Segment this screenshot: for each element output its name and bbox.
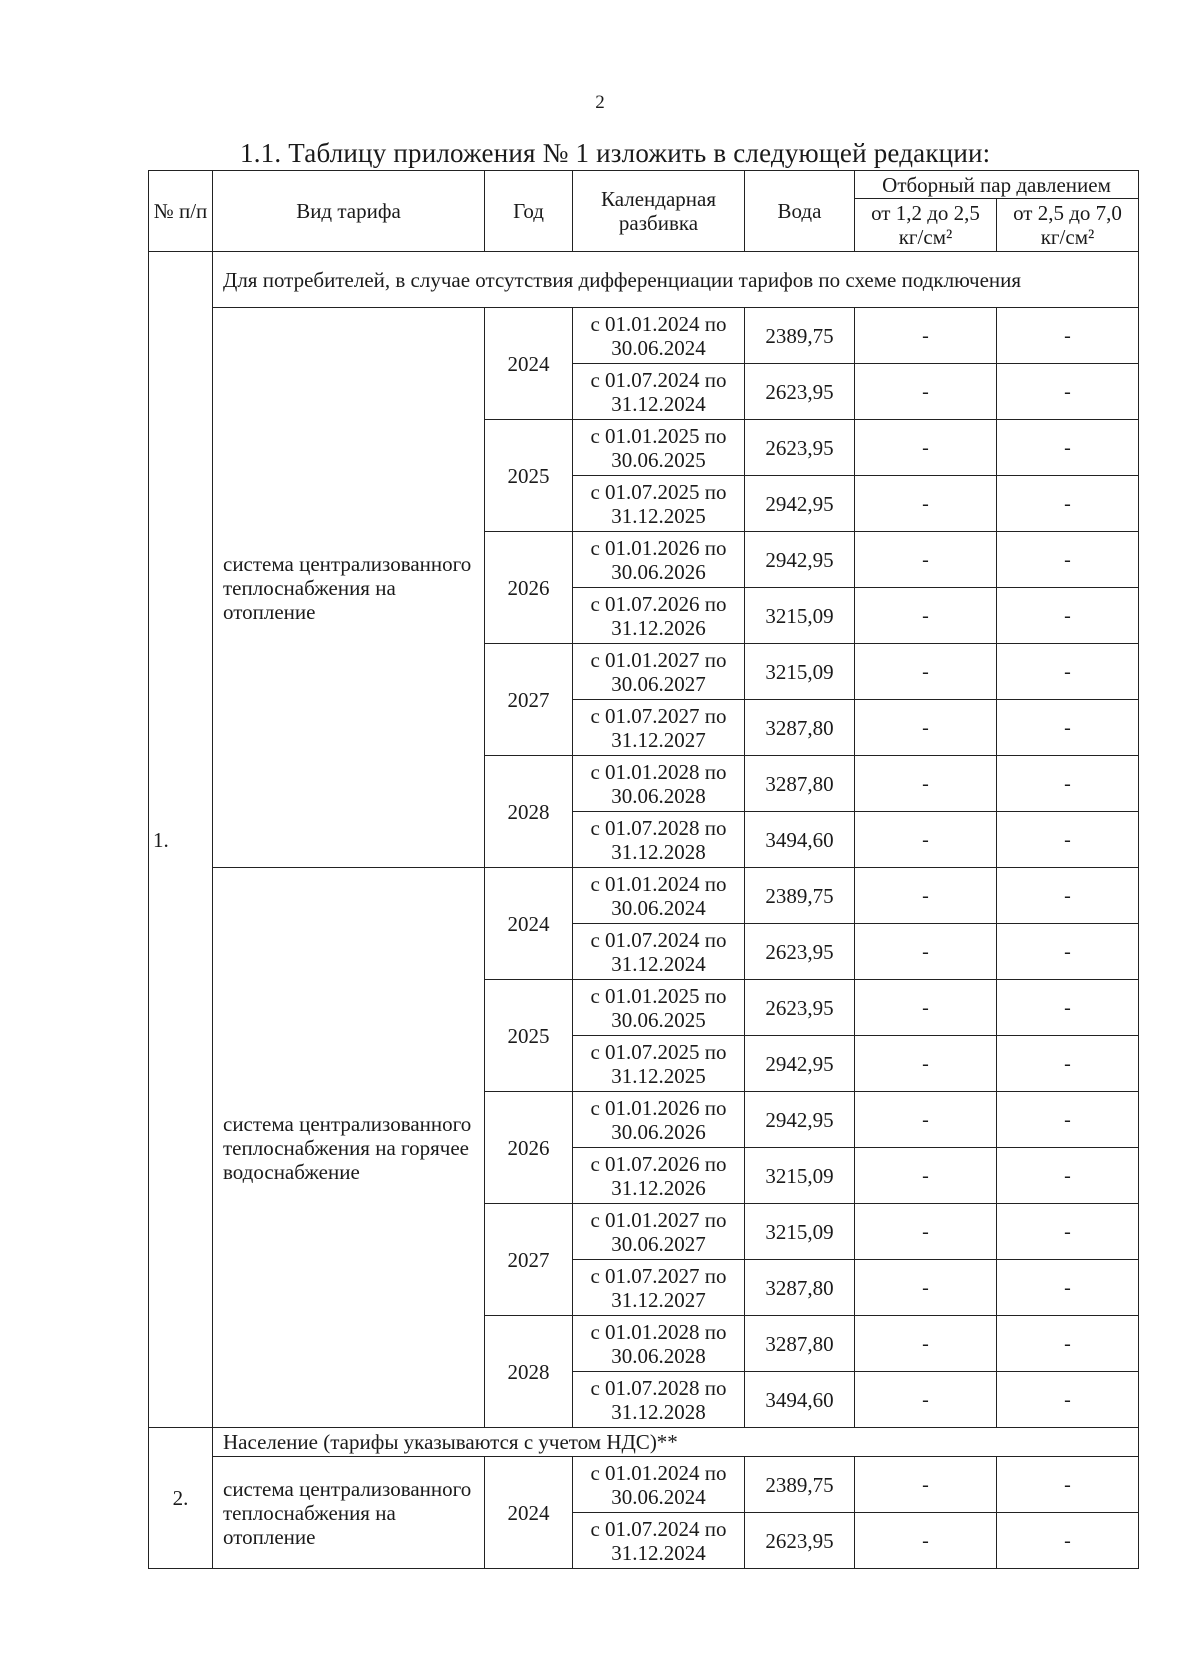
- water-tariff-cell: 2389,75: [745, 868, 855, 924]
- period-cell: с 01.01.2024 по 30.06.2024: [573, 1457, 745, 1513]
- steam-low-cell: -: [855, 532, 997, 588]
- period-cell: с 01.07.2024 по 31.12.2024: [573, 924, 745, 980]
- period-cell: с 01.07.2027 по 31.12.2027: [573, 700, 745, 756]
- tariff-table: [148, 170, 1139, 1569]
- steam-high-cell: -: [997, 1036, 1139, 1092]
- steam-low-cell: -: [855, 588, 997, 644]
- water-tariff-cell: 3215,09: [745, 644, 855, 700]
- steam-high-cell: -: [997, 980, 1139, 1036]
- steam-low-cell: -: [855, 1092, 997, 1148]
- steam-high-cell: -: [997, 1260, 1139, 1316]
- steam-low-cell: -: [855, 756, 997, 812]
- steam-high-cell: -: [997, 1148, 1139, 1204]
- year-cell: 2028: [485, 756, 573, 868]
- steam-high-cell: -: [997, 756, 1139, 812]
- period-cell: с 01.01.2028 по 30.06.2028: [573, 1316, 745, 1372]
- header-steam: Отборный пар давлением: [855, 171, 1139, 199]
- steam-low-cell: -: [855, 476, 997, 532]
- period-cell: с 01.01.2025 по 30.06.2025: [573, 420, 745, 476]
- water-tariff-cell: 2389,75: [745, 308, 855, 364]
- tariff-type-label: система централизованного теплоснабжения на отопление: [213, 308, 485, 868]
- page-number: 2: [595, 92, 605, 113]
- year-cell: 2024: [485, 868, 573, 980]
- period-cell: с 01.01.2026 по 30.06.2026: [573, 532, 745, 588]
- year-cell: 2024: [485, 308, 573, 420]
- document-heading: 1.1. Таблицу приложения № 1 изложить в следующей редакции:: [240, 138, 991, 168]
- water-tariff-cell: 2623,95: [745, 364, 855, 420]
- water-tariff-cell: 2623,95: [745, 924, 855, 980]
- tariff-type-label: система централизованного теплоснабжения на отопление: [213, 1457, 485, 1569]
- steam-high-cell: -: [997, 308, 1139, 364]
- period-cell: с 01.07.2024 по 31.12.2024: [573, 364, 745, 420]
- steam-low-cell: -: [855, 924, 997, 980]
- water-tariff-cell: 2623,95: [745, 1513, 855, 1569]
- water-tariff-cell: 3215,09: [745, 1204, 855, 1260]
- table-body: [149, 252, 1139, 1569]
- header-steam-high: от 2,5 до 7,0 кг/см²: [997, 199, 1139, 252]
- section-number: 2.: [149, 1428, 213, 1569]
- water-tariff-cell: 2942,95: [745, 476, 855, 532]
- year-cell: 2027: [485, 644, 573, 756]
- year-cell: 2026: [485, 532, 573, 644]
- tariff-type-label: система централизованного теплоснабжения на горячее водоснабжение: [213, 868, 485, 1428]
- steam-low-cell: -: [855, 868, 997, 924]
- year-cell: 2024: [485, 1457, 573, 1569]
- water-tariff-cell: 3287,80: [745, 1316, 855, 1372]
- water-tariff-cell: 2942,95: [745, 1092, 855, 1148]
- water-tariff-cell: 3494,60: [745, 812, 855, 868]
- steam-high-cell: -: [997, 868, 1139, 924]
- section-title-row: [149, 1428, 1139, 1457]
- water-tariff-cell: 3287,80: [745, 1260, 855, 1316]
- section-title: Для потребителей, в случае отсутствия дифференциации тарифов по схеме подключения: [213, 252, 1139, 308]
- period-cell: с 01.07.2025 по 31.12.2025: [573, 476, 745, 532]
- steam-high-cell: -: [997, 1513, 1139, 1569]
- steam-low-cell: -: [855, 700, 997, 756]
- header-num: № п/п: [149, 171, 213, 252]
- water-tariff-cell: 3287,80: [745, 756, 855, 812]
- water-tariff-cell: 3287,80: [745, 700, 855, 756]
- period-cell: с 01.01.2026 по 30.06.2026: [573, 1092, 745, 1148]
- steam-high-cell: -: [997, 1372, 1139, 1428]
- steam-high-cell: -: [997, 476, 1139, 532]
- steam-low-cell: -: [855, 1372, 997, 1428]
- period-cell: с 01.01.2025 по 30.06.2025: [573, 980, 745, 1036]
- period-cell: с 01.07.2028 по 31.12.2028: [573, 1372, 745, 1428]
- steam-low-cell: -: [855, 308, 997, 364]
- steam-low-cell: -: [855, 420, 997, 476]
- header-steam-low: от 1,2 до 2,5 кг/см²: [855, 199, 997, 252]
- year-cell: 2027: [485, 1204, 573, 1316]
- steam-low-cell: -: [855, 812, 997, 868]
- steam-low-cell: -: [855, 1260, 997, 1316]
- steam-low-cell: -: [855, 1316, 997, 1372]
- steam-high-cell: -: [997, 812, 1139, 868]
- period-cell: с 01.01.2024 по 30.06.2024: [573, 308, 745, 364]
- header-calendar: Календарная разбивка: [573, 171, 745, 252]
- period-cell: с 01.07.2028 по 31.12.2028: [573, 812, 745, 868]
- header-tariff-type: Вид тарифа: [213, 171, 485, 252]
- period-cell: с 01.07.2027 по 31.12.2027: [573, 1260, 745, 1316]
- steam-high-cell: -: [997, 1457, 1139, 1513]
- steam-low-cell: -: [855, 1457, 997, 1513]
- period-cell: с 01.01.2027 по 30.06.2027: [573, 1204, 745, 1260]
- steam-low-cell: -: [855, 1204, 997, 1260]
- period-cell: с 01.07.2025 по 31.12.2025: [573, 1036, 745, 1092]
- steam-high-cell: -: [997, 1316, 1139, 1372]
- steam-low-cell: -: [855, 1148, 997, 1204]
- year-cell: 2025: [485, 980, 573, 1092]
- steam-high-cell: -: [997, 1092, 1139, 1148]
- water-tariff-cell: 2623,95: [745, 980, 855, 1036]
- table-row: [149, 868, 1139, 924]
- water-tariff-cell: 2623,95: [745, 420, 855, 476]
- water-tariff-cell: 2942,95: [745, 1036, 855, 1092]
- period-cell: с 01.01.2024 по 30.06.2024: [573, 868, 745, 924]
- steam-high-cell: -: [997, 700, 1139, 756]
- header-year: Год: [485, 171, 573, 252]
- steam-low-cell: -: [855, 644, 997, 700]
- year-cell: 2026: [485, 1092, 573, 1204]
- section-title-row: [149, 252, 1139, 308]
- steam-high-cell: -: [997, 532, 1139, 588]
- section-title: Население (тарифы указываются с учетом НДС)**: [213, 1428, 1139, 1457]
- water-tariff-cell: 3215,09: [745, 1148, 855, 1204]
- table-row: [149, 1457, 1139, 1513]
- steam-high-cell: -: [997, 924, 1139, 980]
- period-cell: с 01.07.2026 по 31.12.2026: [573, 1148, 745, 1204]
- period-cell: с 01.01.2027 по 30.06.2027: [573, 644, 745, 700]
- period-cell: с 01.07.2024 по 31.12.2024: [573, 1513, 745, 1569]
- year-cell: 2028: [485, 1316, 573, 1428]
- year-cell: 2025: [485, 420, 573, 532]
- steam-high-cell: -: [997, 644, 1139, 700]
- steam-low-cell: -: [855, 1513, 997, 1569]
- table-row: [149, 308, 1139, 364]
- steam-high-cell: -: [997, 364, 1139, 420]
- water-tariff-cell: 3215,09: [745, 588, 855, 644]
- steam-high-cell: -: [997, 420, 1139, 476]
- steam-high-cell: -: [997, 1204, 1139, 1260]
- steam-high-cell: -: [997, 588, 1139, 644]
- header-water: Вода: [745, 171, 855, 252]
- period-cell: с 01.01.2028 по 30.06.2028: [573, 756, 745, 812]
- steam-low-cell: -: [855, 980, 997, 1036]
- water-tariff-cell: 3494,60: [745, 1372, 855, 1428]
- steam-low-cell: -: [855, 364, 997, 420]
- section-number: 1.: [149, 252, 213, 1428]
- water-tariff-cell: 2389,75: [745, 1457, 855, 1513]
- water-tariff-cell: 2942,95: [745, 532, 855, 588]
- steam-low-cell: -: [855, 1036, 997, 1092]
- period-cell: с 01.07.2026 по 31.12.2026: [573, 588, 745, 644]
